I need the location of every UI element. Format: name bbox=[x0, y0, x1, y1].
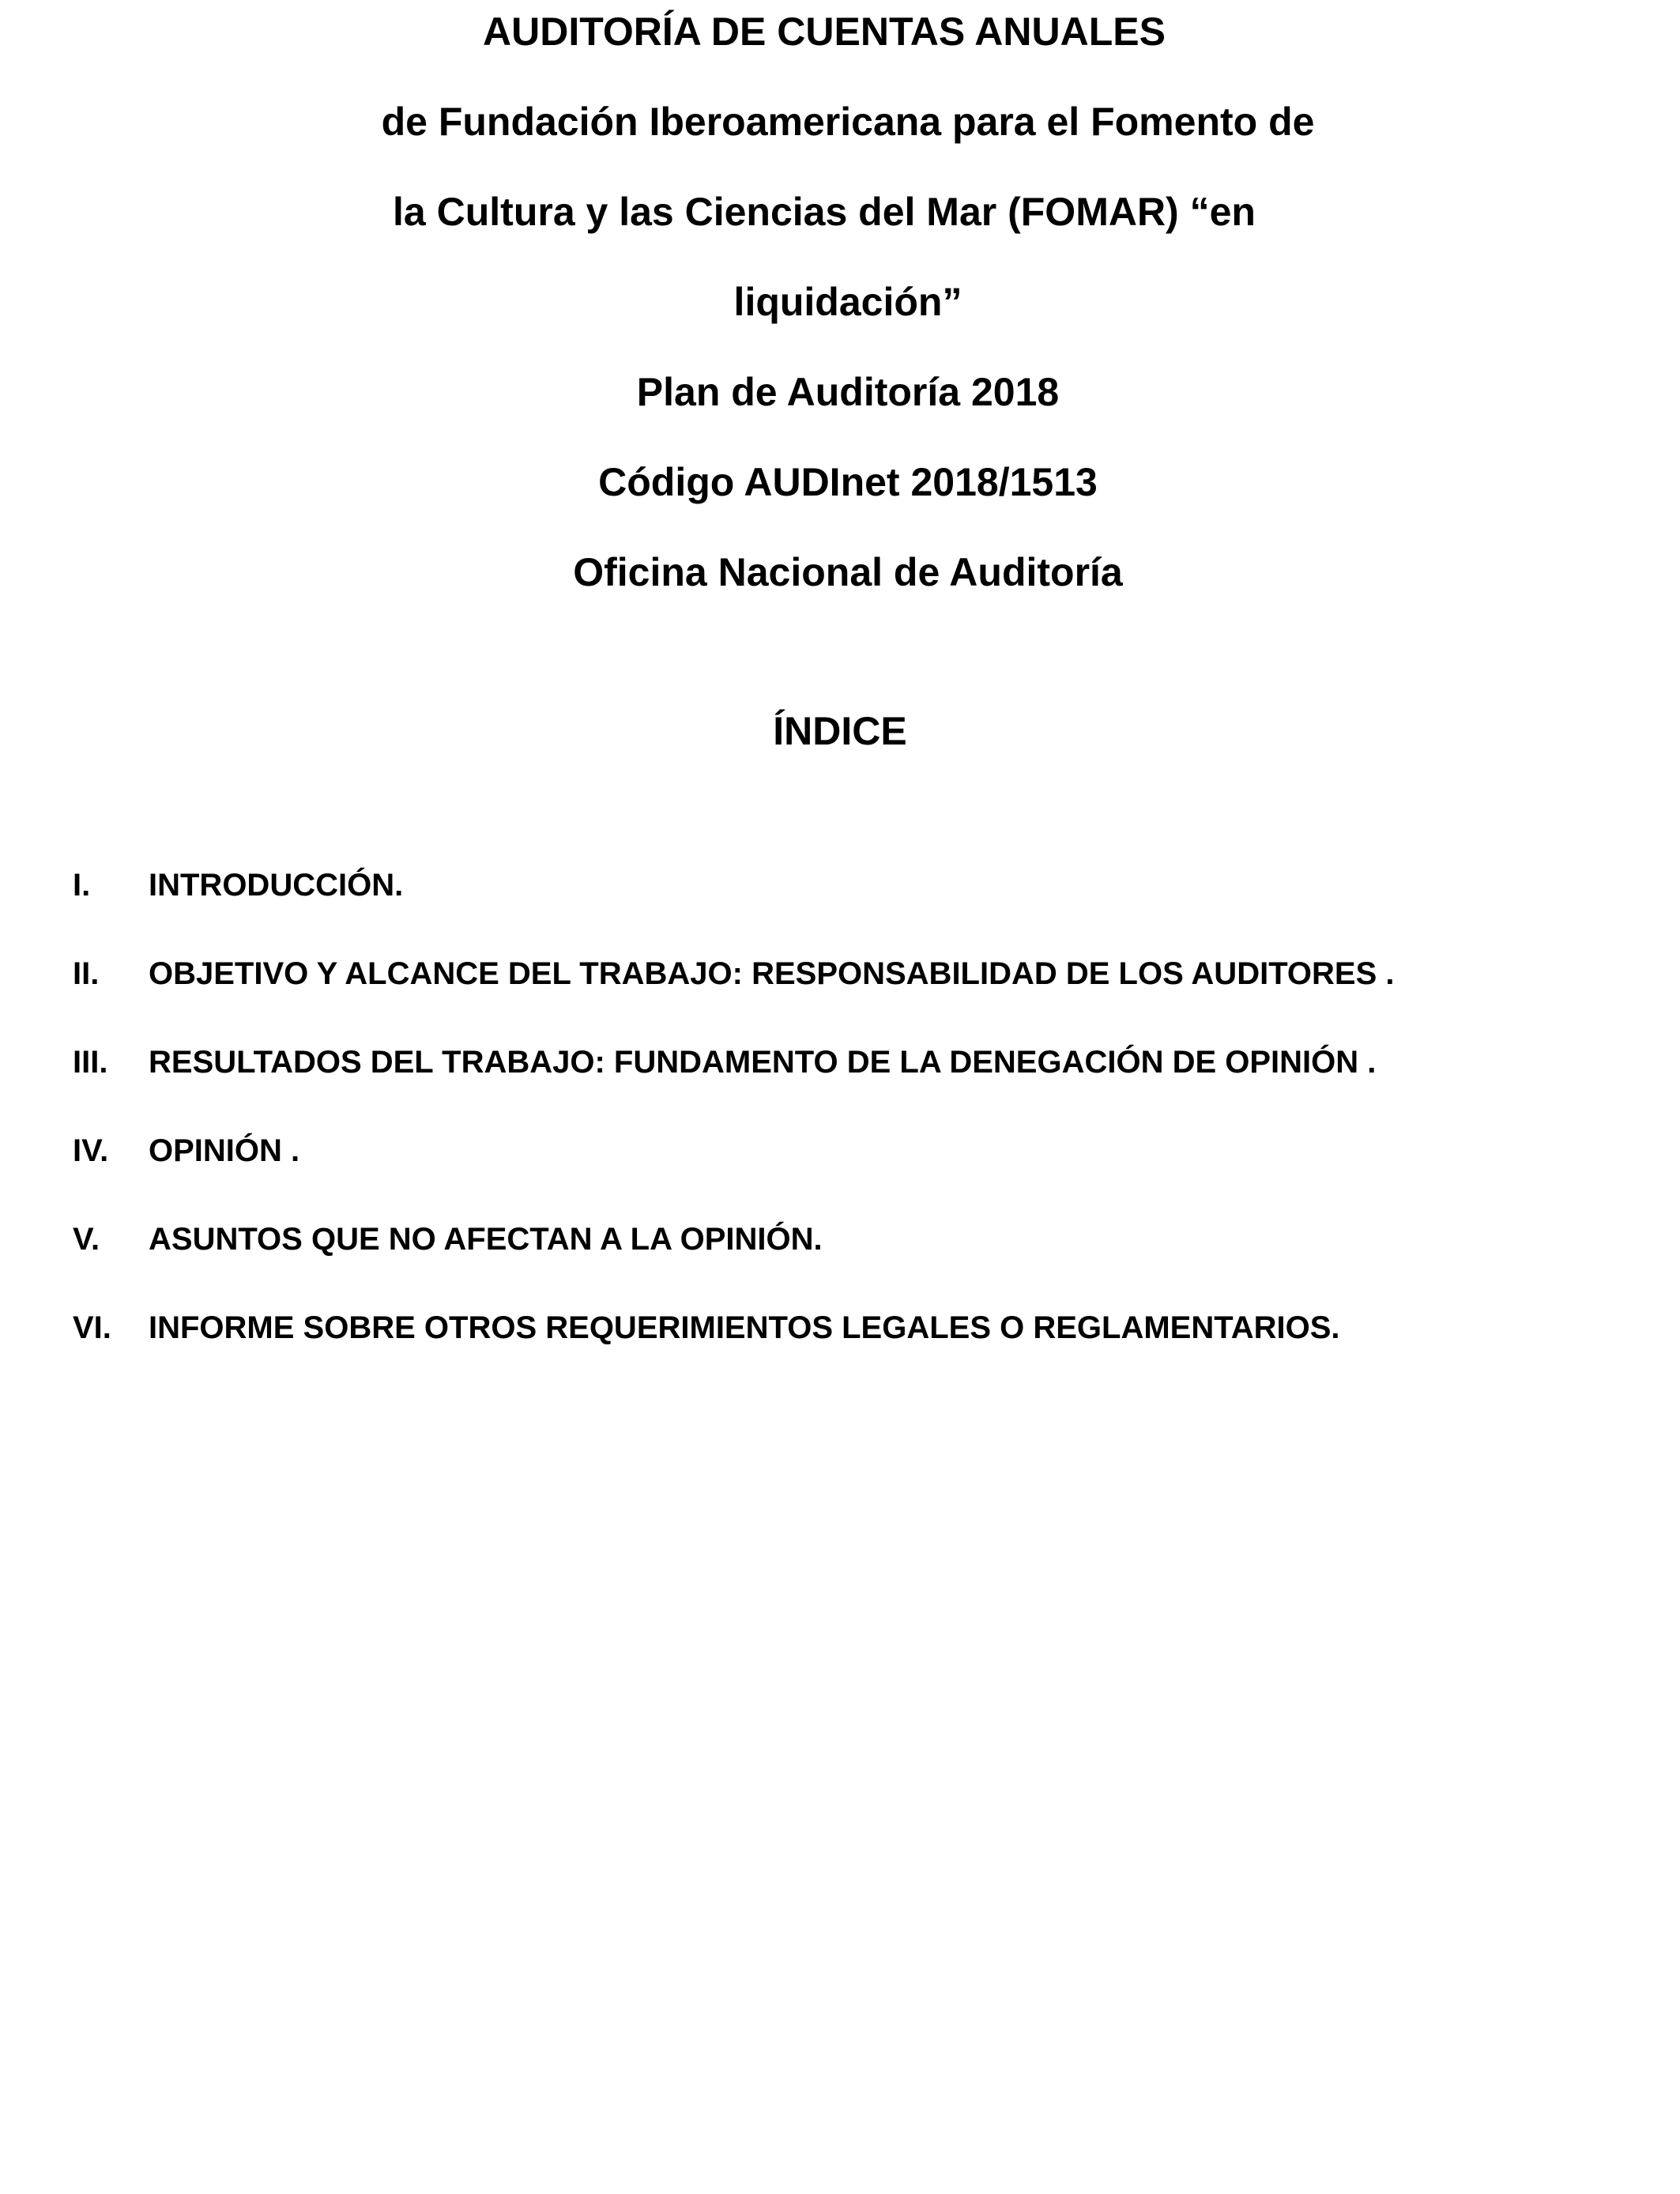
toc-item-text: INTRODUCCIÓN. bbox=[149, 868, 404, 903]
document-title: AUDITORÍA DE CUENTAS ANUALES bbox=[483, 9, 1166, 54]
toc-item-text: INFORME SOBRE OTROS REQUERIMIENTOS LEGALES O REGLAMENTARIOS. bbox=[149, 1310, 1340, 1345]
entity-name-line-1: de Fundación Iberoamericana para el Fomento de bbox=[381, 100, 1315, 144]
toc-item-text: OPINIÓN . bbox=[149, 1133, 300, 1168]
audinet-code-line: Código AUDInet 2018/1513 bbox=[598, 460, 1098, 504]
entity-name-line-2: la Cultura y las Ciencias del Mar (FOMAR) “en bbox=[393, 190, 1256, 234]
toc-item-number: III. bbox=[73, 1045, 108, 1080]
toc-item-text: RESULTADOS DEL TRABAJO: FUNDAMENTO DE LA DENEGACIÓN DE OPINIÓN . bbox=[149, 1045, 1377, 1080]
toc-item-number: II. bbox=[73, 956, 100, 991]
toc-item-text: OBJETIVO Y ALCANCE DEL TRABAJO: RESPONSABILIDAD DE LOS AUDITORES . bbox=[149, 956, 1395, 991]
index-title: ÍNDICE bbox=[773, 709, 907, 753]
office-name-line: Oficina Nacional de Auditoría bbox=[573, 550, 1123, 594]
toc-item-number: IV. bbox=[73, 1133, 109, 1168]
audit-plan-line: Plan de Auditoría 2018 bbox=[636, 370, 1060, 414]
toc-item-number: VI. bbox=[73, 1310, 111, 1345]
toc-item-text: ASUNTOS QUE NO AFECTAN A LA OPINIÓN. bbox=[149, 1222, 823, 1257]
toc-item-number: V. bbox=[73, 1222, 100, 1257]
toc-item-number: I. bbox=[73, 868, 91, 903]
entity-name-line-3: liquidación” bbox=[733, 280, 962, 324]
